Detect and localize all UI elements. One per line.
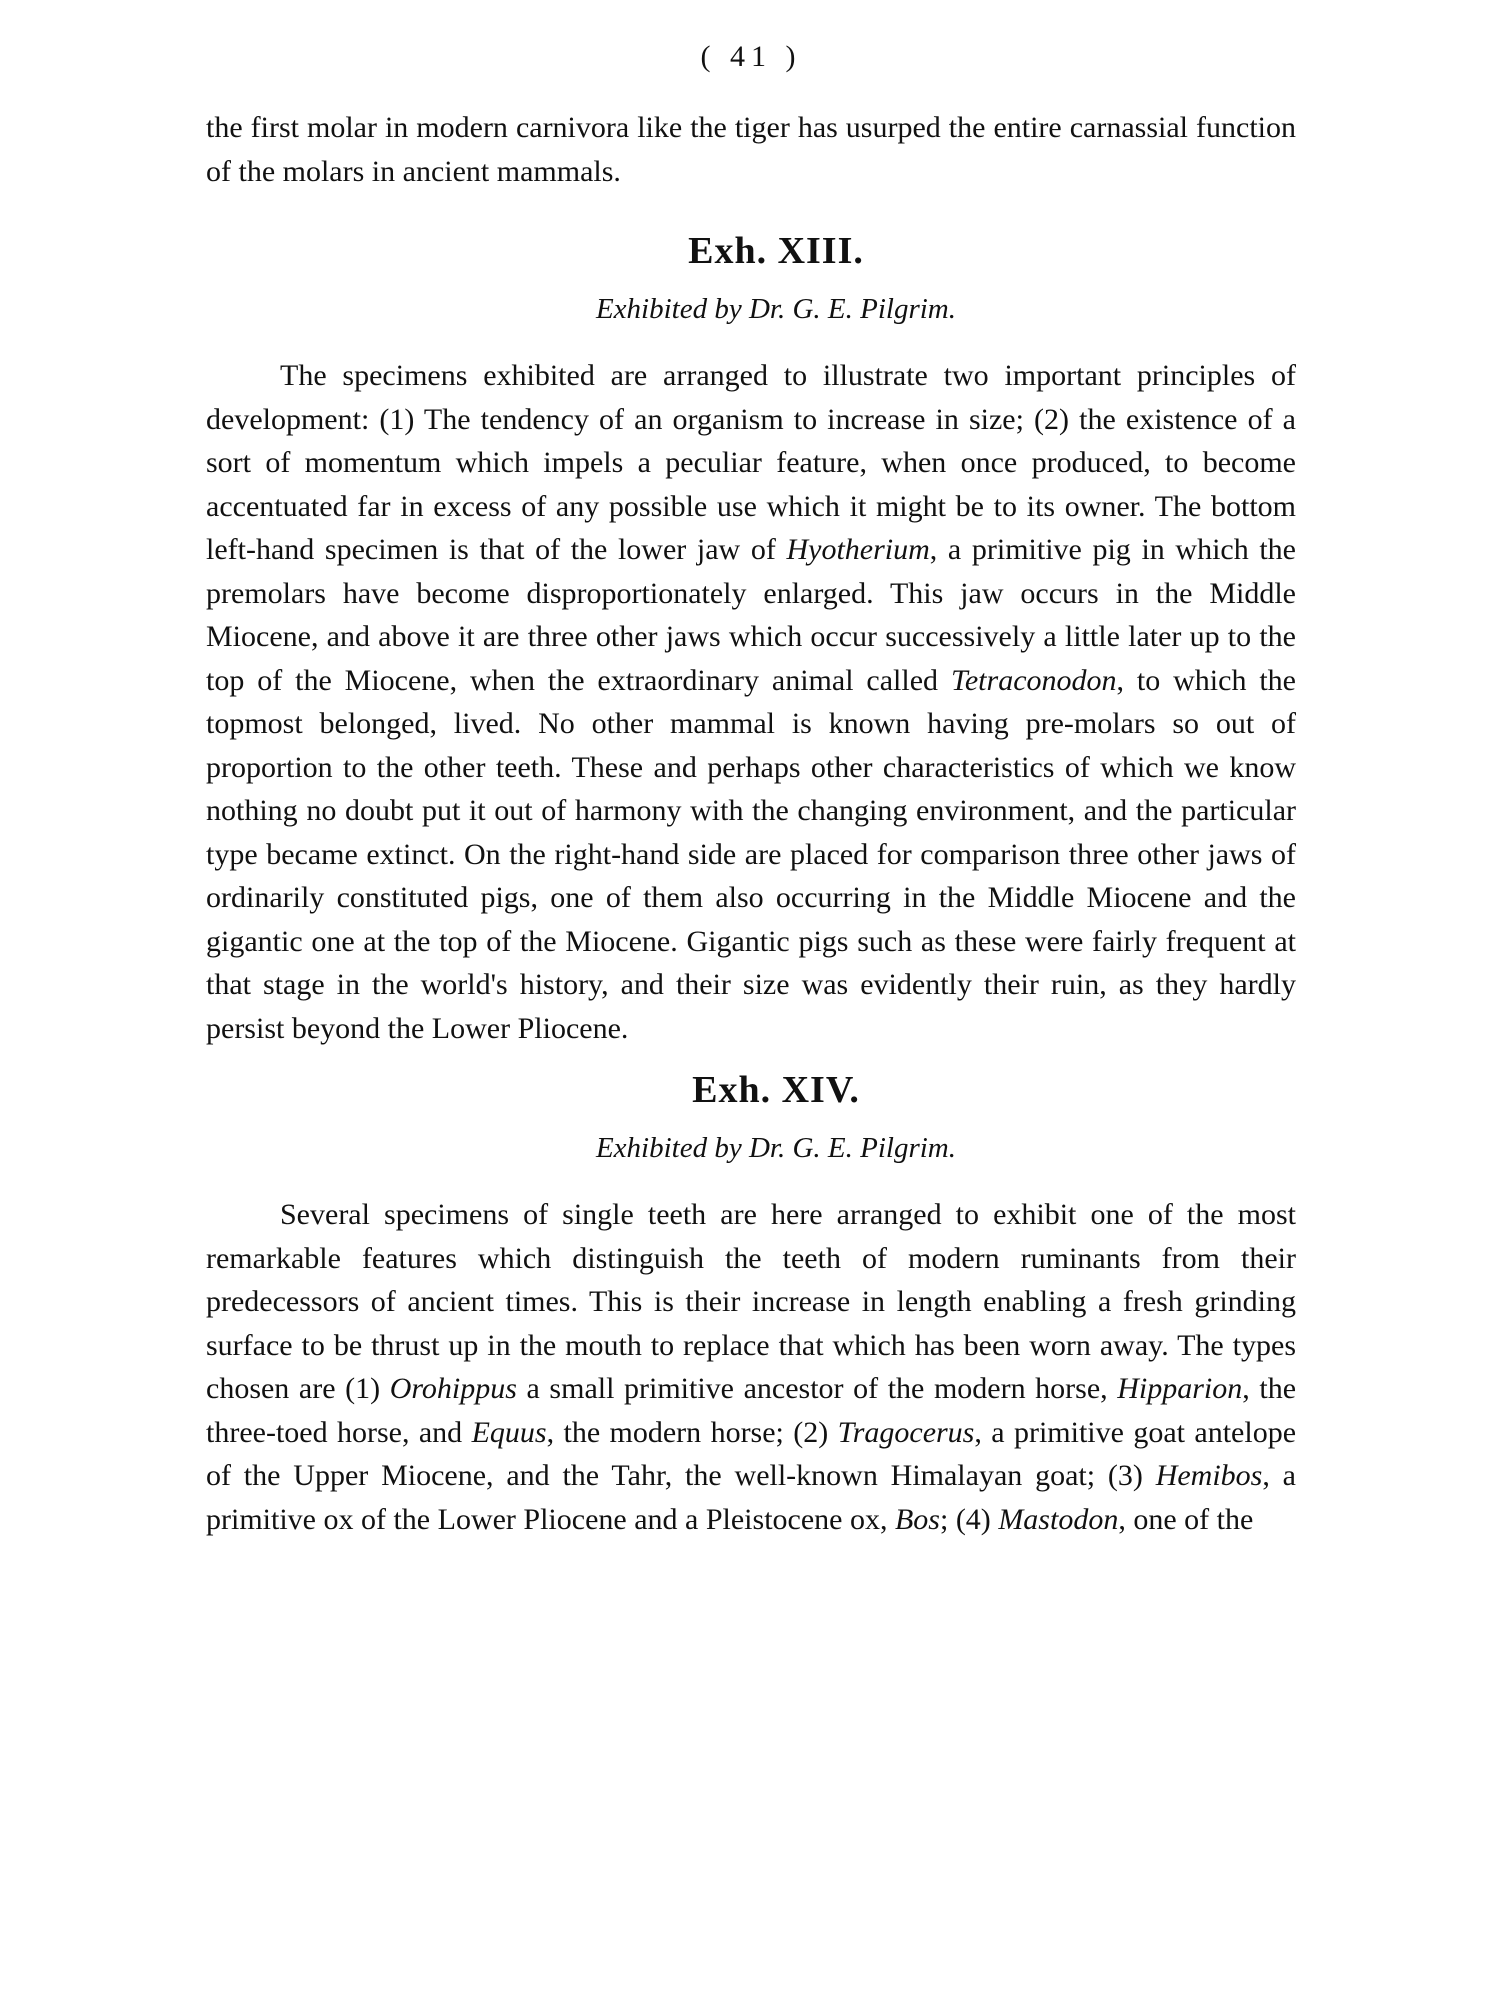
text-run: , a primitive goat antelope of the Upper Miocene, and the Tahr, the well-known Himalayan goat; (3) xyxy=(206,1415,1297,1492)
section-exh-xiii xyxy=(206,229,1296,1050)
text-run: , a primitive ox of the Lower Pliocene and a Pleistocene ox, xyxy=(206,1459,1296,1536)
text-run: The specimens exhibited are arranged to illustrate two important principles of development: (1) The tendency of an organism to increase in size; (2) the existence of a sort of momentum which impels a peculiar feature, when once produced, to become accentuated far in excess of any possible use which it might be to its owner. The bottom left-hand specimen is that of the lower jaw of xyxy=(206,359,1296,566)
italic-term: Tetraconodon xyxy=(950,663,1117,697)
section-exh-xiv xyxy=(206,1068,1296,1541)
text-run: , the modern horse; (2) xyxy=(546,1415,838,1449)
text-run: a small primitive ancestor of the modern horse, xyxy=(516,1372,1118,1405)
text-run: , to which the topmost belonged, lived. No other mammal is known having pre-molars so out of proportion to the other teeth. These and perhaps other characteristics of which we know nothing no doubt put it out of harmony with the changing environment, and the particular type became extinct. On the right-hand side are placed for comparison three other jaws of ordinarily constituted pigs, one of them also occurring in the Middle Miocene and the gigantic one at the top of the Miocene. Gigantic pigs such as these were fairly frequent at that stage in the world's history, and their size was evidently their ruin, as they hardly persist beyond the Lower Pliocene. xyxy=(206,663,1296,1045)
italic-term: Hipparion xyxy=(1117,1372,1243,1405)
italic-term: Equus xyxy=(471,1415,547,1449)
text-run: , a primitive pig in which the premolars have become disproportionately enlarged. This jaw occurs in the Middle Miocene, and above it are three other jaws which occur successively a little later up to the top of the Miocene, when the extraordinary animal called xyxy=(206,533,1296,697)
italic-term: Bos xyxy=(894,1502,940,1536)
italic-term: Mastodon xyxy=(998,1502,1119,1536)
page-number: ( 41 ) xyxy=(700,40,802,73)
exhibitor-line: Exhibited by Dr. G. E. Pilgrim. xyxy=(595,1132,957,1164)
italic-term: Tragocerus xyxy=(837,1415,975,1449)
section-paragraph xyxy=(206,354,1296,1050)
page xyxy=(206,40,1296,1541)
section-heading: Exh. XIV. xyxy=(692,1069,860,1111)
text-run: , the three-toed horse, and xyxy=(206,1372,1297,1449)
text-run: Several specimens of single teeth are here arranged to exhibit one of the most remarkable features which distinguish the teeth of modern ruminants from their predecessors of ancient times. This is their increase in length enabling a fresh grinding surface to be thrust up in the mouth to replace that which has been worn away. The types chosen are (1) xyxy=(206,1198,1296,1405)
section-heading: Exh. XIII. xyxy=(688,230,864,272)
text-run: , one of the xyxy=(1118,1502,1254,1536)
italic-term: Hyotherium xyxy=(786,533,930,566)
section-paragraph xyxy=(206,1193,1296,1541)
italic-term: Hemibos xyxy=(1155,1459,1263,1492)
intro-paragraph: the first molar in modern carnivora like the tiger has usurped the entire carnassial function of the molars in ancient mammals. xyxy=(206,111,1296,188)
text-run: ; (4) xyxy=(939,1502,999,1536)
italic-term: Orohippus xyxy=(389,1372,517,1405)
exhibitor-line: Exhibited by Dr. G. E. Pilgrim. xyxy=(595,293,957,325)
